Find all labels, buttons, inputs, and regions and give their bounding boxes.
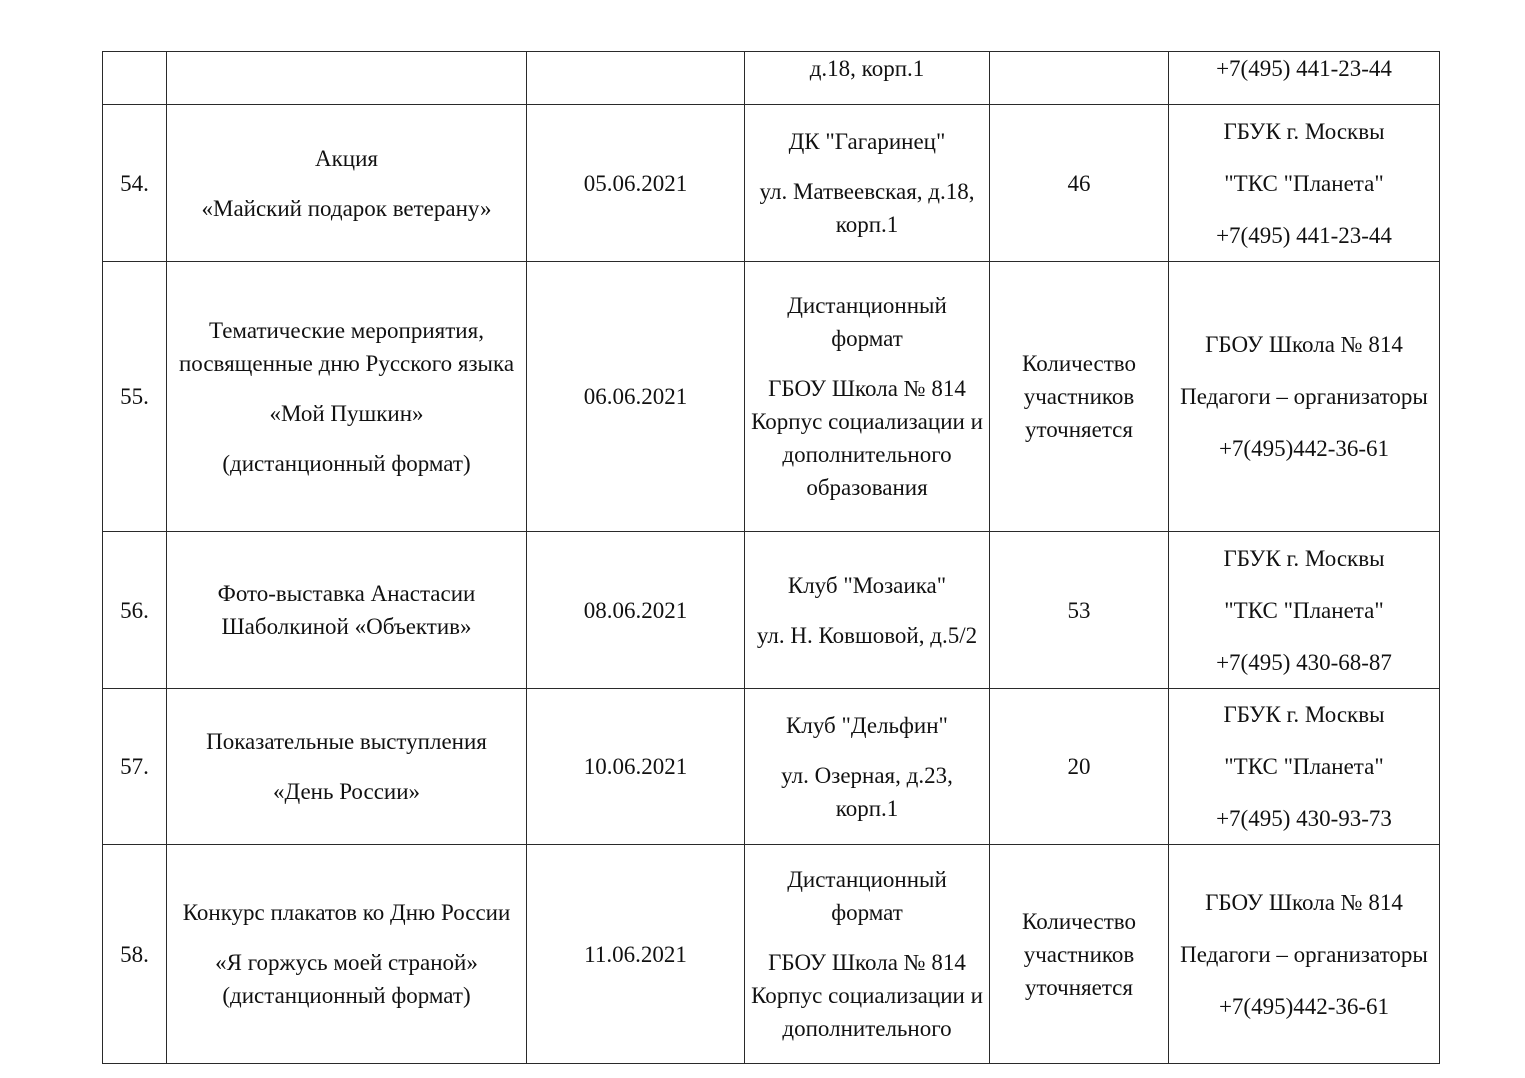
organizer-line: +7(495) 430-68-87 <box>1216 649 1392 675</box>
organizer <box>1169 845 1440 1064</box>
participant-count <box>990 52 1169 105</box>
event-title <box>167 105 527 262</box>
table-row <box>103 532 1440 689</box>
row-number: 55. <box>103 262 167 532</box>
organizer <box>1169 532 1440 689</box>
title-line: «Я горжусь моей страной» (дистанционный формат) <box>215 950 478 1008</box>
participant-count: 53 <box>990 532 1169 689</box>
event-place <box>745 262 990 532</box>
place-line: ДК "Гагаринец" <box>788 129 946 154</box>
organizer-line: ГБУК г. Москвы <box>1223 545 1385 571</box>
event-title <box>167 689 527 845</box>
title-line: Тематические мероприятия, посвященные дню Русского языка <box>178 317 515 376</box>
place-line: Клуб "Дельфин" <box>786 712 948 738</box>
place-line: ГБОУ Школа № 814 Корпус социализации и дополнительного образования <box>751 376 983 500</box>
event-place <box>745 689 990 845</box>
row-number: 58. <box>103 845 167 1064</box>
organizer-line: "ТКС "Планета" <box>1224 170 1384 196</box>
row-number: 56. <box>103 532 167 689</box>
title-line: «День России» <box>272 779 421 804</box>
event-title <box>167 262 527 532</box>
place-line: Дистанционный формат <box>787 293 947 351</box>
organizer-line: "ТКС "Планета" <box>1224 597 1384 623</box>
table-row-continued <box>103 52 1440 105</box>
event-date: 06.06.2021 <box>527 262 745 532</box>
place-line: д.18, корп.1 <box>809 56 925 81</box>
organizer-line: +7(495)442-36-61 <box>1218 436 1390 461</box>
event-place <box>745 845 990 1064</box>
events-table-body <box>103 52 1440 1064</box>
organizer <box>1169 52 1440 105</box>
title-line: «Майский подарок ветерану» <box>201 195 492 221</box>
organizer-line: +7(495)442-36-61 <box>1218 993 1390 1019</box>
event-place <box>745 532 990 689</box>
organizer-line: ГБУК г. Москвы <box>1223 118 1385 144</box>
event-title <box>167 52 527 105</box>
event-title <box>167 532 527 689</box>
event-date: 08.06.2021 <box>527 532 745 689</box>
organizer <box>1169 105 1440 262</box>
event-date: 05.06.2021 <box>527 105 745 262</box>
title-line: (дистанционный формат) <box>222 450 471 476</box>
event-date: 11.06.2021 <box>527 845 745 1064</box>
table-row <box>103 105 1440 262</box>
place-line: ул. Матвеевская, д.18, корп.1 <box>759 179 975 237</box>
participant-count: 46 <box>990 105 1169 262</box>
place-line: ул. Н. Ковшовой, д.5/2 <box>756 622 978 648</box>
organizer-line: ГБОУ Школа № 814 <box>1205 332 1403 357</box>
title-line: «Мой Пушкин» <box>269 400 424 426</box>
organizer-line: "ТКС "Планета" <box>1224 754 1384 779</box>
table-row <box>103 845 1440 1064</box>
participant-count: Количество участников уточняется <box>990 262 1169 532</box>
title-line: Акция <box>315 145 378 171</box>
title-line: Конкурс плакатов ко Дню России <box>182 900 511 925</box>
title-line: Показательные выступления <box>206 729 487 754</box>
organizer-line: +7(495) 441-23-44 <box>1216 222 1392 248</box>
participant-count: Количество участников уточняется <box>990 845 1169 1064</box>
table-row <box>103 262 1440 532</box>
organizer-line: ГБУК г. Москвы <box>1223 702 1385 727</box>
event-date <box>527 52 745 105</box>
event-date: 10.06.2021 <box>527 689 745 845</box>
place-line: Клуб "Мозаика" <box>787 572 947 598</box>
place-line: ГБОУ Школа № 814 Корпус социализации и дополнительного <box>751 950 983 1041</box>
organizer <box>1169 689 1440 845</box>
events-table <box>102 51 1440 1064</box>
place-line: Дистанционный формат <box>787 867 947 925</box>
row-number: 57. <box>103 689 167 845</box>
place-line: ул. Озерная, д.23, корп.1 <box>781 762 953 821</box>
organizer-line: Педагоги – организаторы <box>1180 384 1428 409</box>
table-row <box>103 689 1440 845</box>
row-number: 54. <box>103 105 167 262</box>
organizer-line: +7(495) 441-23-44 <box>1216 56 1392 81</box>
event-title <box>167 845 527 1064</box>
organizer-line: +7(495) 430-93-73 <box>1216 806 1392 831</box>
organizer <box>1169 262 1440 532</box>
organizer-line: Педагоги – организаторы <box>1180 941 1428 967</box>
event-place <box>745 52 990 105</box>
organizer-line: ГБОУ Школа № 814 <box>1205 889 1403 915</box>
row-number <box>103 52 167 105</box>
participant-count: 20 <box>990 689 1169 845</box>
title-line: Фото-выставка Анастасии Шаболкиной «Объектив» <box>217 581 476 639</box>
event-place <box>745 105 990 262</box>
